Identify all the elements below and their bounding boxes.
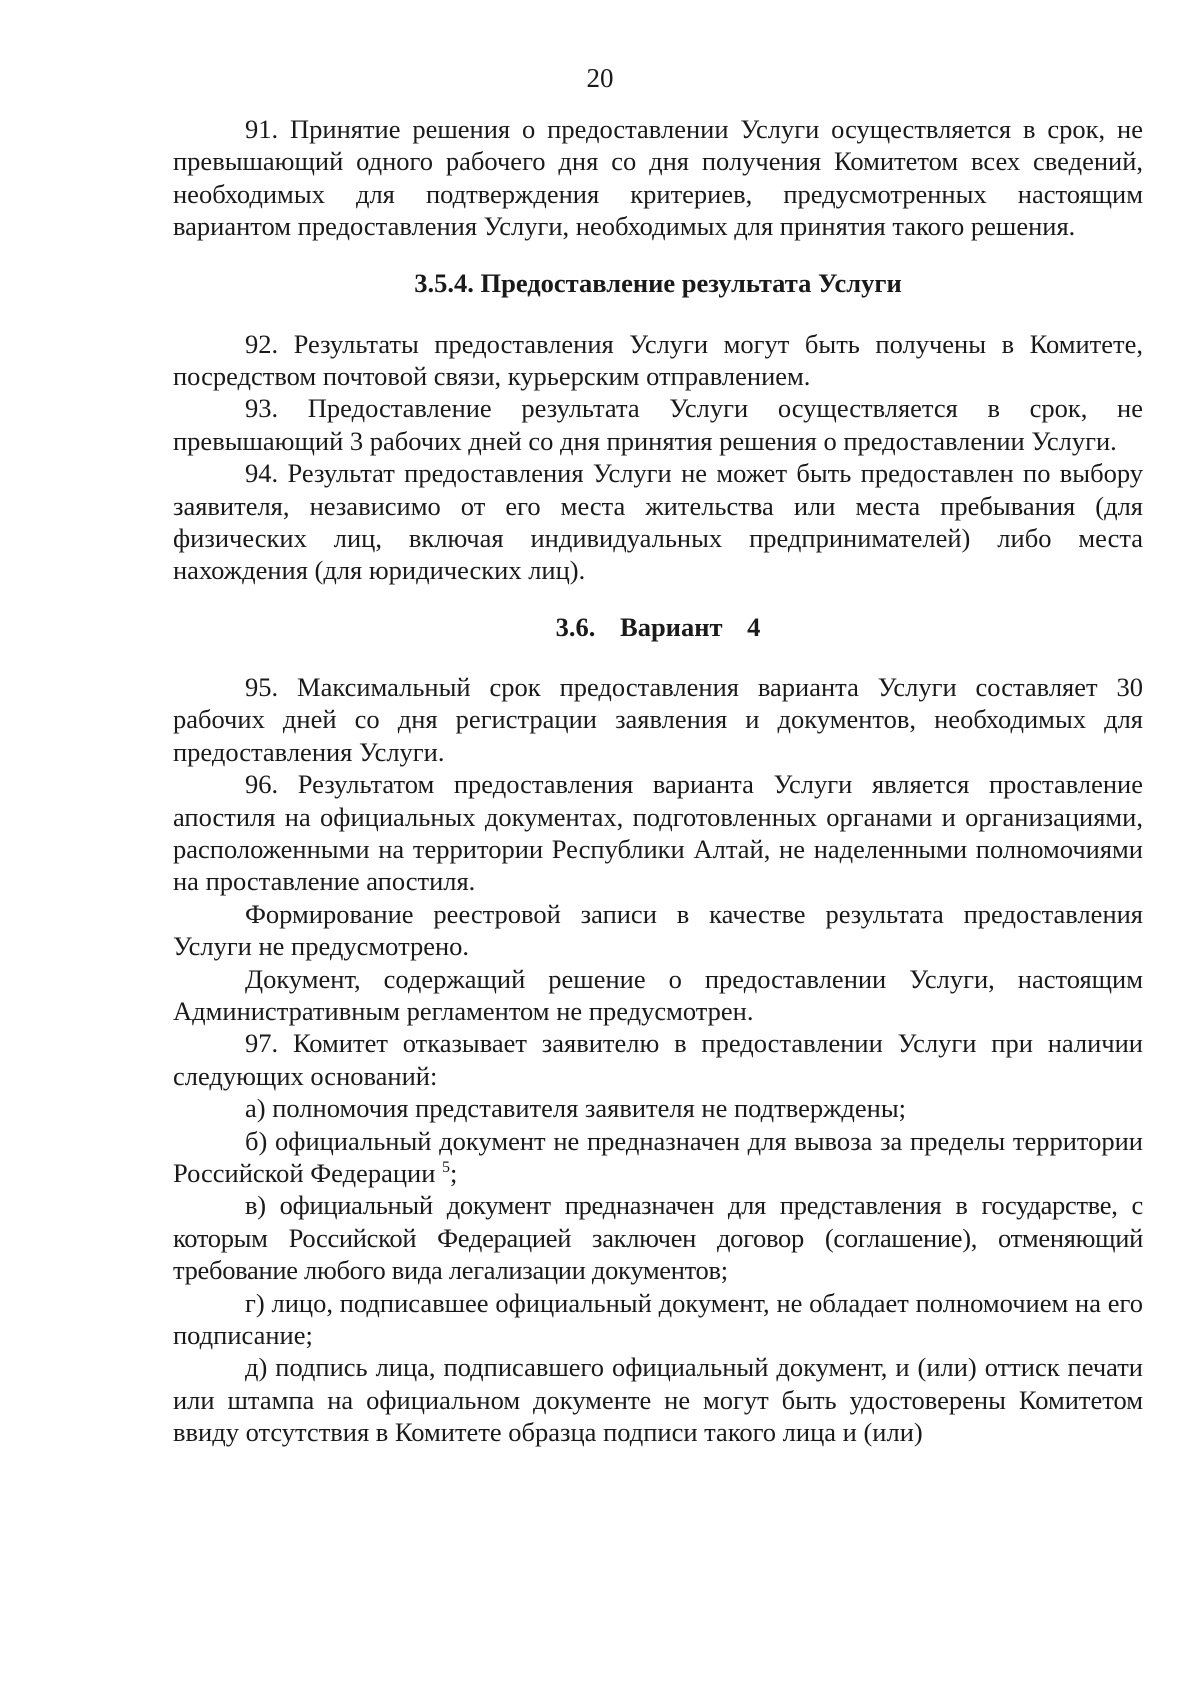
paragraph-96: 96. Результатом предоставления варианта Услуги является проставление апостиля на официальных документах, подготовленных органами и организациями, расположенными на территории Республики Алтай, не наделенными полномочиями на проставление апостиля. <box>173 769 1143 897</box>
paragraph-91: 91. Принятие решения о предоставлении Услуги осуществляется в срок, не превышающий одного рабочего дня со дня получения Комитетом всех сведений, необходимых для подтверждения критериев, предусмотренных настоящим вариантом предоставления Услуги, необходимых для принятия такого решения. <box>173 114 1143 242</box>
paragraph-96-registry: Формирование реестровой записи в качестве результата предоставления Услуги не предусмотрено. <box>173 898 1143 962</box>
paragraph-95: 95. Максимальный срок предоставления варианта Услуги составляет 30 рабочих дней со дня регистрации заявления и документов, необходимых для предоставления Услуги. <box>173 671 1143 767</box>
section-heading-3-5-4: 3.5.4. Предоставление результата Услуги <box>414 267 902 298</box>
list-item-b-end: ; <box>450 1157 458 1188</box>
page-number: 20 <box>586 63 614 93</box>
paragraph-96-document: Документ, содержащий решение о предоставлении Услуги, настоящим Административным регламентом не предусмотрен. <box>173 963 1143 1026</box>
list-item-a: а) полномочия представителя заявителя не подтверждены; <box>245 1093 906 1124</box>
list-item-d: д) подпись лица, подписавшего официальный документ, и (или) оттиск печати или штампа на официальном документе не могут быть удостоверены Комитетом ввиду отсутствия в Комитете образца подписи такого лица и (или) <box>173 1352 1143 1448</box>
document-body <box>173 113 1143 1449</box>
paragraph-93: 93. Предоставление результата Услуги осуществляется в срок, не превышающий 3 рабочих дней со дня принятия решения о предоставлении Услуги. <box>173 393 1143 456</box>
list-item-v: в) официальный документ предназначен для представления в государстве, с которым Российской Федерацией заключен договор (соглашение), отменяющий требование любого вида легализации документов; <box>173 1190 1143 1286</box>
footnote-reference[interactable]: 5 <box>442 1158 450 1176</box>
paragraph-94: 94. Результат предоставления Услуги не может быть предоставлен по выбору заявителя, независимо от его места жительства или места пребывания (для физических лиц, включая индивидуальных предпринимателей) либо места нахождения (для юридических лиц). <box>173 458 1143 586</box>
paragraph-92: 92. Результаты предоставления Услуги могут быть получены в Комитете, посредством почтовой связи, курьерским отправлением. <box>173 328 1143 392</box>
list-item-b <box>173 1125 1143 1190</box>
list-item-g: г) лицо, подписавшее официальный документ, не обладает полномочием на его подписание; <box>173 1287 1143 1350</box>
section-heading-3-6: 3.6. Вариант 4 <box>555 611 761 642</box>
list-item-b-text: б) официальный документ не предназначен для вывоза за пределы территории Российской Федерации <box>173 1125 1143 1188</box>
paragraph-97: 97. Комитет отказывает заявителю в предоставлении Услуги при наличии следующих оснований: <box>173 1028 1143 1091</box>
